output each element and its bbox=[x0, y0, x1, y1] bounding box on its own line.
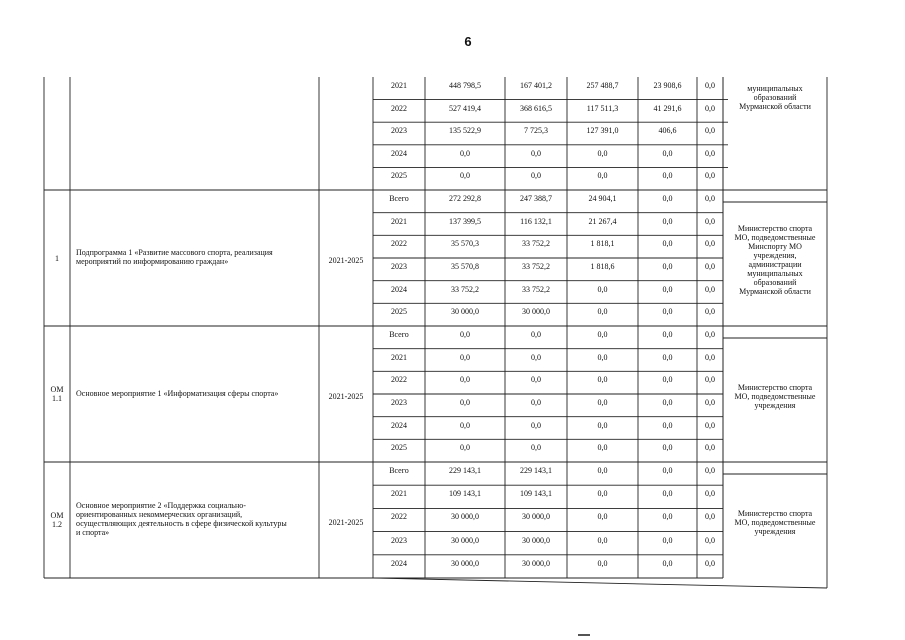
value-cell: 0,0 bbox=[705, 443, 715, 453]
executor-text: МО, подведомственные bbox=[734, 517, 816, 527]
value-cell: 33 752,2 bbox=[522, 262, 550, 271]
value-cell: 0,0 bbox=[705, 352, 715, 362]
value-cell: 0,0 bbox=[662, 375, 673, 385]
value-cell: 30 000,0 bbox=[522, 512, 550, 522]
value-cell: 135 522,9 bbox=[449, 126, 481, 136]
row-code: ОМ bbox=[50, 385, 64, 394]
value-cell: 35 570,8 bbox=[451, 262, 479, 271]
value-cell: 0,0 bbox=[705, 262, 715, 271]
executor-text: образований bbox=[753, 93, 797, 102]
executor-text: МО, подведомственные bbox=[734, 233, 816, 242]
executor-text: образований bbox=[753, 278, 797, 287]
value-cell: 30 000,0 bbox=[451, 307, 479, 317]
value-cell: 117 511,3 bbox=[586, 103, 619, 113]
value-cell: 0,0 bbox=[460, 352, 470, 362]
value-cell: 23 908,6 bbox=[653, 81, 682, 90]
year-cell: Всего bbox=[389, 466, 409, 475]
row-code: 1.2 bbox=[52, 520, 62, 529]
value-cell: 0,0 bbox=[597, 148, 608, 158]
executor-text: Минспорту МО bbox=[748, 242, 802, 251]
executor-text: учреждения bbox=[754, 400, 796, 410]
value-cell: 0,0 bbox=[597, 420, 608, 430]
executor-text: муниципальных bbox=[747, 269, 803, 278]
row-name: и спорта» bbox=[76, 528, 110, 537]
value-cell: 0,0 bbox=[531, 398, 541, 407]
year-cell: 2023 bbox=[391, 398, 407, 407]
row-name: осуществляющих деятельность в сфере физической культуры bbox=[76, 519, 287, 528]
value-cell: 0,0 bbox=[531, 330, 541, 339]
year-cell: 2021 bbox=[391, 216, 407, 226]
row-name: Подпрограмма 1 «Развитие массового спорта, реализация bbox=[76, 248, 273, 257]
value-cell: 0,0 bbox=[597, 375, 608, 385]
value-cell: 0,0 bbox=[597, 489, 608, 499]
year-cell: 2025 bbox=[391, 443, 407, 453]
value-cell: 0,0 bbox=[460, 330, 470, 339]
row-name: Основное мероприятие 1 «Информатизация сферы спорта» bbox=[76, 388, 279, 398]
value-cell: 448 798,5 bbox=[449, 81, 481, 90]
value-cell: 0,0 bbox=[597, 284, 608, 294]
year-cell: 2025 bbox=[391, 171, 407, 181]
page-number: 6 bbox=[464, 34, 472, 49]
executor-text: МО, подведомственные bbox=[734, 391, 816, 401]
value-cell: 1 818,1 bbox=[590, 239, 615, 249]
value-cell: 0,0 bbox=[460, 398, 470, 407]
grid-line bbox=[373, 578, 827, 588]
value-cell: 137 399,5 bbox=[449, 216, 481, 226]
value-cell: 0,0 bbox=[597, 535, 608, 545]
year-cell: 2022 bbox=[391, 239, 407, 249]
year-cell: 2022 bbox=[391, 512, 407, 522]
value-cell: 0,0 bbox=[531, 420, 541, 430]
value-cell: 0,0 bbox=[705, 375, 715, 385]
value-cell: 0,0 bbox=[662, 443, 673, 453]
row-name: мероприятий по информированию граждан» bbox=[76, 257, 229, 266]
value-cell: 229 143,1 bbox=[520, 466, 552, 475]
value-cell: 0,0 bbox=[705, 171, 715, 181]
value-cell: 109 143,1 bbox=[520, 489, 552, 499]
row-name: ориентированных некоммерческих организаций, bbox=[76, 510, 243, 519]
value-cell: 0,0 bbox=[460, 375, 470, 385]
executor-text: Министерство спорта bbox=[737, 382, 813, 392]
row-code: 1.1 bbox=[52, 394, 62, 403]
value-cell: 116 132,1 bbox=[520, 216, 552, 226]
value-cell: 30 000,0 bbox=[522, 558, 550, 568]
value-cell: 0,0 bbox=[705, 81, 715, 90]
value-cell: 229 143,1 bbox=[449, 466, 481, 475]
value-cell: 0,0 bbox=[662, 148, 673, 158]
value-cell: 0,0 bbox=[662, 558, 673, 568]
value-cell: 0,0 bbox=[597, 443, 608, 453]
value-cell: 0,0 bbox=[597, 352, 608, 362]
value-cell: 0,0 bbox=[460, 420, 470, 430]
year-cell: 2021 bbox=[391, 352, 407, 362]
row-period: 2021-2025 bbox=[328, 256, 364, 265]
year-cell: 2025 bbox=[391, 307, 407, 317]
year-cell: 2023 bbox=[391, 535, 407, 545]
value-cell: 0,0 bbox=[705, 284, 715, 294]
year-cell: 2024 bbox=[391, 420, 407, 430]
value-cell: 30 000,0 bbox=[522, 307, 550, 317]
year-cell: 2022 bbox=[391, 103, 407, 113]
value-cell: 0,0 bbox=[705, 103, 715, 113]
value-cell: 33 752,2 bbox=[522, 284, 550, 294]
value-cell: 0,0 bbox=[597, 330, 608, 339]
value-cell: 30 000,0 bbox=[451, 535, 479, 545]
executor-text: учреждения, bbox=[753, 251, 797, 260]
value-cell: 247 388,7 bbox=[520, 194, 552, 203]
year-cell: 2021 bbox=[391, 81, 407, 90]
value-cell: 0,0 bbox=[662, 262, 673, 271]
row-code: 1 bbox=[55, 254, 59, 263]
value-cell: 41 291,6 bbox=[653, 103, 682, 113]
value-cell: 30 000,0 bbox=[451, 512, 479, 522]
year-cell: 2022 bbox=[391, 375, 407, 385]
row-code: ОМ bbox=[50, 511, 64, 520]
value-cell: 0,0 bbox=[705, 126, 715, 136]
value-cell: 0,0 bbox=[597, 512, 608, 522]
value-cell: 0,0 bbox=[662, 489, 673, 499]
value-cell: 35 570,3 bbox=[451, 239, 479, 249]
value-cell: 0,0 bbox=[662, 171, 673, 181]
value-cell: 0,0 bbox=[705, 466, 715, 475]
value-cell: 0,0 bbox=[460, 148, 470, 158]
value-cell: 0,0 bbox=[705, 216, 715, 226]
executor-text: учреждения bbox=[754, 526, 796, 536]
value-cell: 127 391,0 bbox=[586, 126, 619, 136]
value-cell: 272 292,8 bbox=[449, 194, 481, 203]
year-cell: Всего bbox=[389, 330, 409, 339]
value-cell: 0,0 bbox=[705, 148, 715, 158]
year-cell: 2021 bbox=[391, 489, 407, 499]
value-cell: 0,0 bbox=[705, 398, 715, 407]
value-cell: 109 143,1 bbox=[449, 489, 481, 499]
value-cell: 0,0 bbox=[662, 398, 673, 407]
value-cell: 0,0 bbox=[531, 148, 541, 158]
value-cell: 1 818,6 bbox=[590, 262, 615, 271]
value-cell: 33 752,2 bbox=[522, 239, 550, 249]
value-cell: 0,0 bbox=[662, 512, 673, 522]
executor-text: администрации bbox=[748, 260, 802, 269]
value-cell: 0,0 bbox=[662, 239, 673, 249]
value-cell: 0,0 bbox=[531, 443, 541, 453]
value-cell: 0,0 bbox=[597, 558, 608, 568]
value-cell: 0,0 bbox=[705, 194, 715, 203]
year-cell: 2024 bbox=[391, 558, 407, 568]
year-cell: 2023 bbox=[391, 126, 407, 136]
value-cell: 257 488,7 bbox=[586, 81, 619, 90]
value-cell: 0,0 bbox=[662, 352, 673, 362]
value-cell: 0,0 bbox=[531, 171, 541, 181]
value-cell: 7 725,3 bbox=[524, 126, 548, 136]
value-cell: 33 752,2 bbox=[451, 284, 479, 294]
value-cell: 0,0 bbox=[705, 535, 715, 545]
scan-mark bbox=[578, 634, 590, 636]
value-cell: 0,0 bbox=[662, 194, 673, 203]
value-cell: 0,0 bbox=[705, 512, 715, 522]
value-cell: 0,0 bbox=[705, 239, 715, 249]
value-cell: 0,0 bbox=[662, 307, 673, 317]
value-cell: 0,0 bbox=[662, 330, 673, 339]
value-cell: 30 000,0 bbox=[451, 558, 479, 568]
value-cell: 406,6 bbox=[658, 126, 677, 136]
value-cell: 21 267,4 bbox=[588, 216, 617, 226]
value-cell: 0,0 bbox=[597, 307, 608, 317]
value-cell: 24 904,1 bbox=[588, 194, 617, 203]
executor-text: Министерство спорта bbox=[737, 224, 813, 233]
value-cell: 30 000,0 bbox=[522, 535, 550, 545]
value-cell: 0,0 bbox=[662, 420, 673, 430]
value-cell: 368 616,5 bbox=[520, 103, 552, 113]
row-period: 2021-2025 bbox=[328, 392, 364, 401]
value-cell: 527 419,4 bbox=[449, 103, 481, 113]
value-cell: 0,0 bbox=[531, 352, 541, 362]
value-cell: 0,0 bbox=[460, 171, 470, 181]
year-cell: Всего bbox=[389, 194, 409, 203]
year-cell: 2024 bbox=[391, 148, 407, 158]
year-cell: 2024 bbox=[391, 284, 407, 294]
value-cell: 0,0 bbox=[597, 466, 608, 475]
executor-text: Мурманской области bbox=[739, 287, 811, 296]
value-cell: 0,0 bbox=[705, 558, 715, 568]
value-cell: 0,0 bbox=[705, 307, 715, 317]
year-cell: 2023 bbox=[391, 262, 407, 271]
value-cell: 0,0 bbox=[597, 171, 608, 181]
value-cell: 0,0 bbox=[460, 443, 470, 453]
value-cell: 0,0 bbox=[662, 535, 673, 545]
row-name: Основное мероприятие 2 «Поддержка социально- bbox=[76, 501, 246, 510]
executor-text: Мурманской области bbox=[739, 102, 811, 111]
value-cell: 0,0 bbox=[597, 398, 608, 407]
value-cell: 0,0 bbox=[662, 216, 673, 226]
executor-text: муниципальных bbox=[747, 84, 803, 93]
value-cell: 0,0 bbox=[705, 489, 715, 499]
value-cell: 0,0 bbox=[531, 375, 541, 385]
row-period: 2021-2025 bbox=[328, 518, 364, 527]
value-cell: 167 401,2 bbox=[520, 81, 552, 90]
executor-text: Министерство спорта bbox=[737, 508, 813, 518]
value-cell: 0,0 bbox=[662, 466, 673, 475]
value-cell: 0,0 bbox=[705, 330, 715, 339]
value-cell: 0,0 bbox=[662, 284, 673, 294]
value-cell: 0,0 bbox=[705, 420, 715, 430]
